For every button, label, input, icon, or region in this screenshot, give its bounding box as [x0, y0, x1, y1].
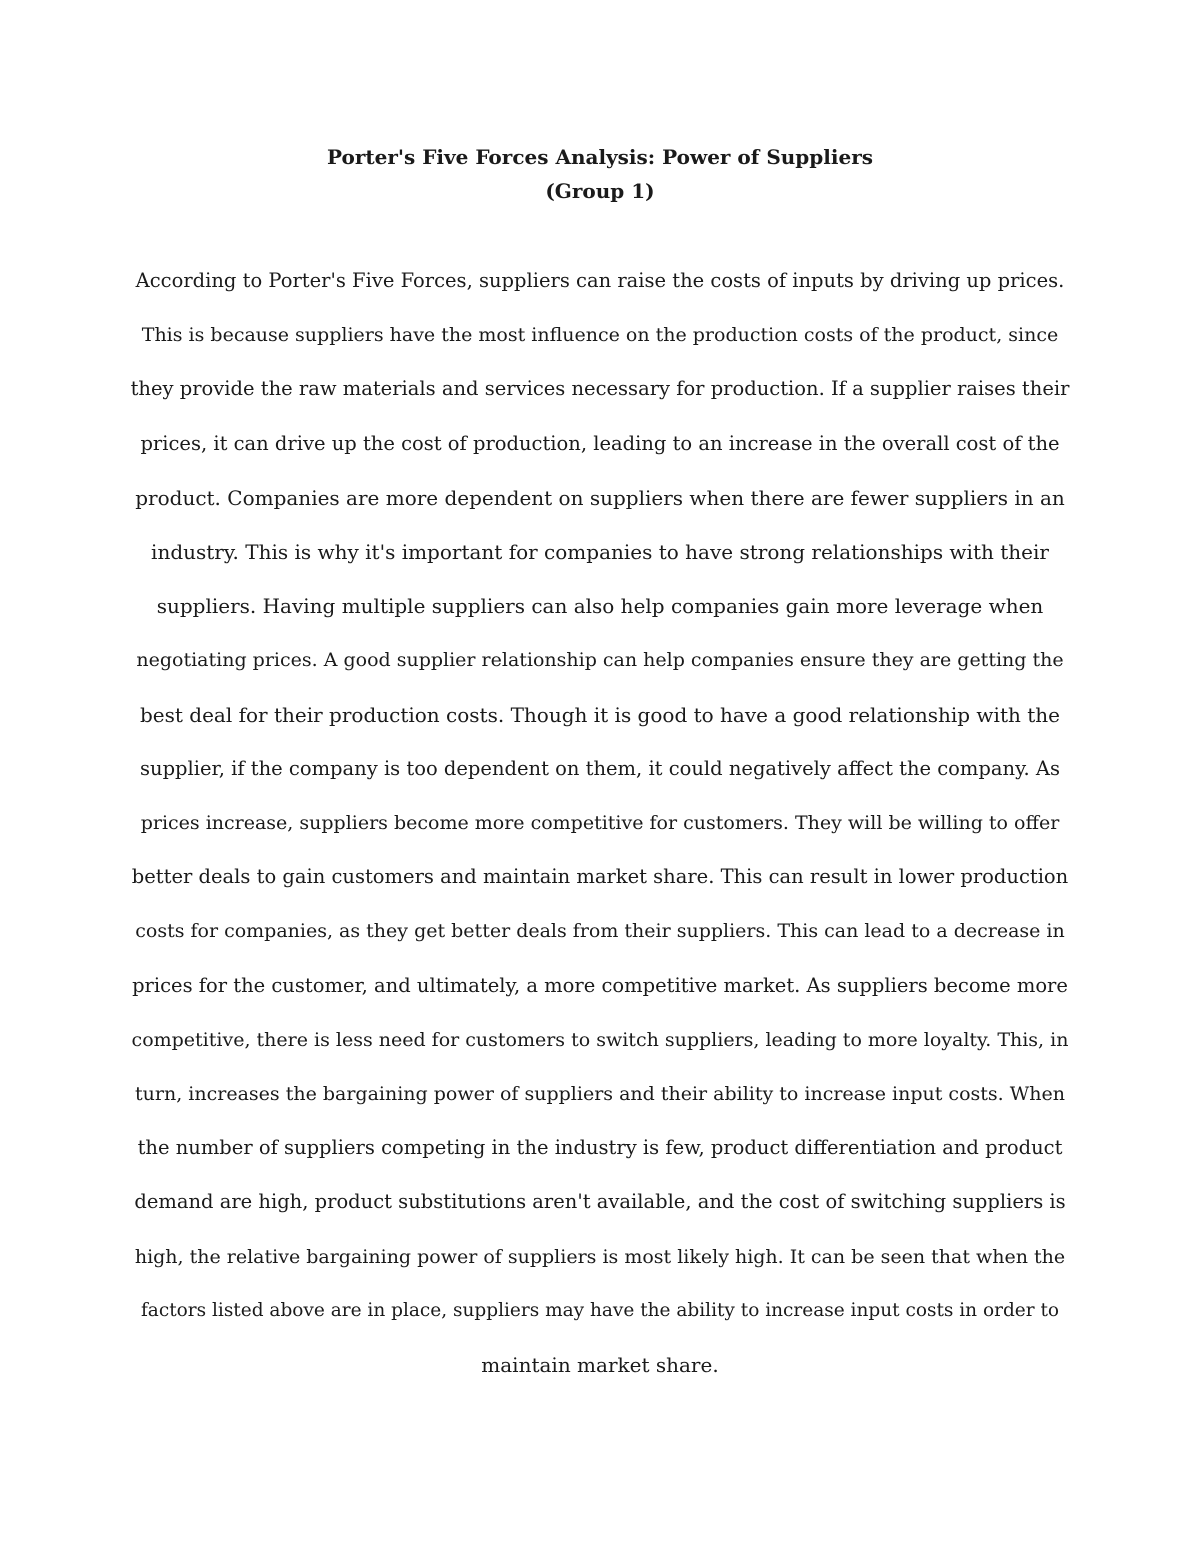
body-line: prices, it can drive up the cost of production, leading to an increase in the overall cost of the — [140, 431, 1060, 455]
body-line: negotiating prices. A good supplier relationship can help companies ensure they are getting the — [136, 649, 1064, 672]
body-line: turn, increases the bargaining power of suppliers and their ability to increase input costs. When — [135, 1083, 1065, 1106]
body-line: demand are high, product substitutions aren't available, and the cost of switching suppliers is — [134, 1190, 1066, 1214]
body-line: better deals to gain customers and maintain market share. This can result in lower production — [131, 865, 1069, 889]
document-title: Porter's Five Forces Analysis: Power of Suppliers — [327, 145, 873, 169]
body-line: industry. This is why it's important for companies to have strong relationships with their — [151, 540, 1049, 565]
body-line: product. Companies are more dependent on suppliers when there are fewer suppliers in an — [135, 485, 1065, 510]
body-line: supplier, if the company is too dependent on them, it could negatively affect the company. As — [140, 756, 1060, 780]
body-line: suppliers. Having multiple suppliers can also help companies gain more leverage when — [156, 594, 1044, 619]
body-line: This is because suppliers have the most influence on the production costs of the product, since — [141, 324, 1059, 347]
body-line: costs for companies, as they get better deals from their suppliers. This can lead to a decrease in — [135, 920, 1065, 943]
title-block — [0, 140, 1200, 208]
body-line: the number of suppliers competing in the industry is few, product differentiation and product — [137, 1136, 1063, 1160]
body-line: prices for the customer, and ultimately, a more competitive market. As suppliers become more — [132, 973, 1068, 997]
body-line: prices increase, suppliers become more competitive for customers. They will be willing to offer — [140, 812, 1060, 835]
body-paragraph — [130, 254, 1070, 1392]
document-subtitle: (Group 1) — [545, 179, 655, 203]
body-line: best deal for their production costs. Though it is good to have a good relationship with the — [140, 702, 1060, 727]
body-line: factors listed above are in place, suppliers may have the ability to increase input costs in order to — [140, 1299, 1060, 1321]
body-line: competitive, there is less need for customers to switch suppliers, leading to more loyalty. This, in — [131, 1028, 1069, 1051]
body-line: they provide the raw materials and services necessary for production. If a supplier raises their — [130, 377, 1070, 401]
body-line: According to Porter's Five Forces, suppliers can raise the costs of inputs by driving up prices. — [135, 269, 1065, 292]
body-line: maintain market share. — [481, 1353, 719, 1378]
body-line: high, the relative bargaining power of suppliers is most likely high. It can be seen that when the — [134, 1245, 1066, 1268]
